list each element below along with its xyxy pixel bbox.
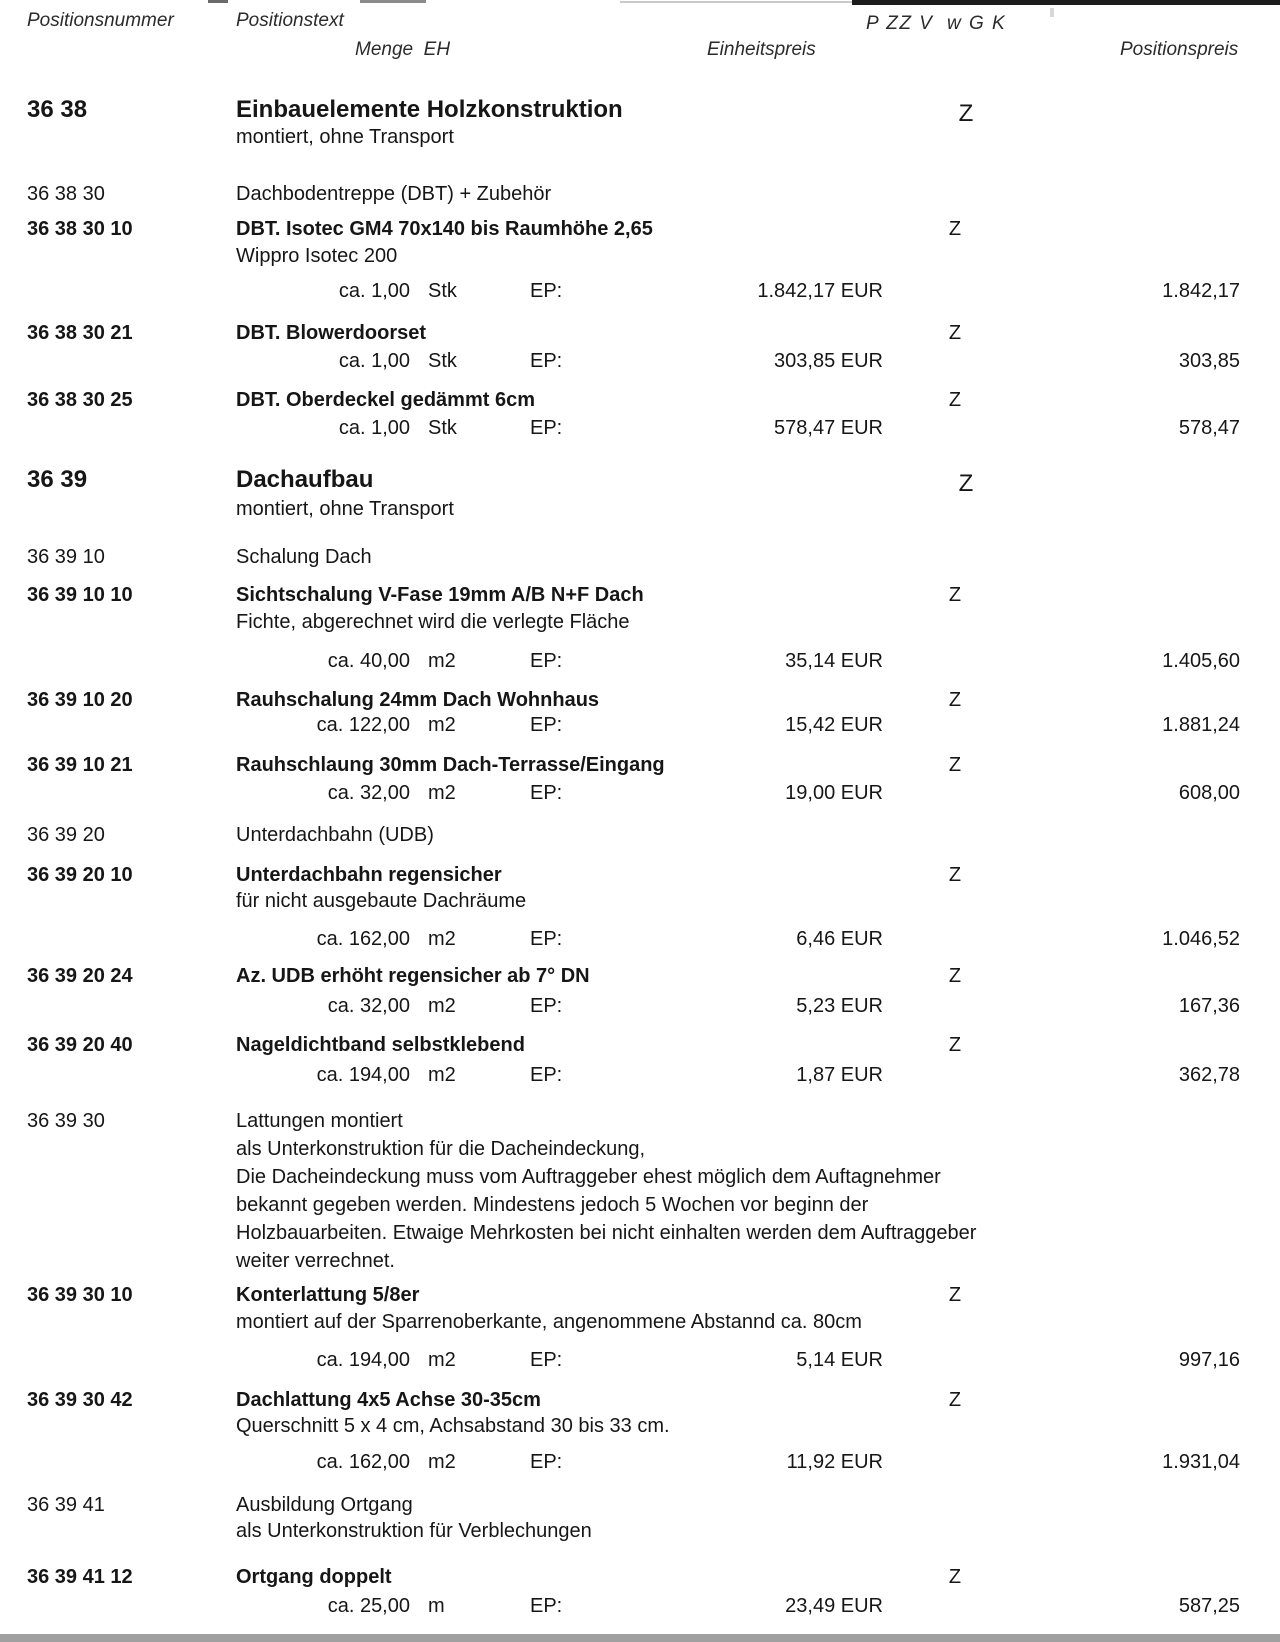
unit-price: 23,49 EUR: [785, 1595, 883, 1617]
ep-label: EP:: [530, 650, 563, 672]
unit: m2: [428, 928, 456, 950]
scan-artifact-top-bar: [852, 0, 1280, 5]
item-title: Konterlattung 5/8er: [236, 1284, 420, 1306]
flag-z: Z: [948, 689, 962, 711]
item-subtitle: Fichte, abgerechnet wird die verlegte Fläche: [236, 611, 630, 633]
section-subtitle: montiert, ohne Transport: [236, 126, 454, 148]
item-title: Sichtschalung V-Fase 19mm A/B N+F Dach: [236, 584, 644, 606]
ep-label: EP:: [530, 417, 563, 439]
position-number: 36 38: [27, 96, 88, 123]
position-price: 1.881,24: [1162, 714, 1240, 736]
position-number: 36 38 30: [27, 183, 105, 205]
position-number: 36 39 20 24: [27, 965, 133, 987]
position-number: 36 39 20 10: [27, 864, 133, 886]
quantity: ca. 1,00: [338, 417, 410, 439]
unit-price: 6,46 EUR: [796, 928, 883, 950]
scan-artifact-top-line: [620, 1, 852, 3]
group-text: Unterdachbahn (UDB): [236, 824, 434, 846]
position-price: 608,00: [1178, 782, 1240, 804]
position-price: 362,78: [1178, 1064, 1240, 1086]
position-price: 1.046,52: [1162, 928, 1240, 950]
ep-label: EP:: [530, 350, 563, 372]
group-text: weiter verrechnet.: [236, 1250, 395, 1272]
unit: m2: [428, 650, 456, 672]
position-price: 1.931,04: [1162, 1451, 1240, 1473]
quantity: ca. 32,00: [327, 782, 410, 804]
position-number: 36 39 10: [27, 546, 105, 568]
unit: m2: [428, 995, 456, 1017]
quantity: ca. 122,00: [316, 714, 410, 736]
position-number: 36 39 30 42: [27, 1389, 133, 1411]
item-title: Rauhschalung 24mm Dach Wohnhaus: [236, 689, 600, 711]
ep-label: EP:: [530, 1064, 563, 1086]
position-number: 36 39 10 21: [27, 754, 133, 776]
flag-z: Z: [948, 1034, 962, 1056]
position-number: 36 38 30 21: [27, 322, 133, 344]
quantity: ca. 40,00: [327, 650, 410, 672]
ep-label: EP:: [530, 1451, 563, 1473]
quantity: ca. 25,00: [327, 1595, 410, 1617]
position-price: 1.842,17: [1162, 280, 1240, 302]
position-price: 167,36: [1178, 995, 1240, 1017]
unit-price: 15,42 EUR: [785, 714, 883, 736]
scan-artifact-bottom-bar: [0, 1634, 1280, 1642]
quantity: ca. 1,00: [338, 350, 410, 372]
item-title: DBT. Blowerdoorset: [236, 322, 427, 344]
unit-price: 5,23 EUR: [796, 995, 883, 1017]
group-text: bekannt gegeben werden. Mindestens jedoch 5 Wochen vor beginn der: [236, 1194, 869, 1216]
scan-artifact-speck-mid: [360, 0, 426, 3]
unit-price: 303,85 EUR: [774, 350, 883, 372]
flag-z: Z: [958, 470, 974, 497]
ep-label: EP:: [530, 280, 563, 302]
position-number: 36 38 30 25: [27, 389, 133, 411]
unit: m2: [428, 1451, 456, 1473]
unit: Stk: [428, 417, 457, 439]
position-number: 36 39 41 12: [27, 1566, 133, 1588]
group-text: Schalung Dach: [236, 546, 372, 568]
item-subtitle: für nicht ausgebaute Dachräume: [236, 890, 527, 912]
ep-label: EP:: [530, 1349, 563, 1371]
unit-price: 1,87 EUR: [796, 1064, 883, 1086]
col-einheitspreis: Einheitspreis: [707, 39, 816, 60]
position-number: 36 39 30: [27, 1110, 105, 1132]
col-flags: P ZZ V w G K: [866, 13, 1007, 34]
col-positionstext: Positionstext: [236, 10, 344, 31]
quantity: ca. 162,00: [316, 928, 410, 950]
group-text: Holzbauarbeiten. Etwaige Mehrkosten bei nicht einhalten werden dem Auftraggeber: [236, 1222, 977, 1244]
col-menge-eh: Menge EH: [355, 39, 451, 60]
unit: Stk: [428, 350, 457, 372]
group-text: Dachbodentreppe (DBT) + Zubehör: [236, 183, 552, 205]
item-subtitle: Wippro Isotec 200: [236, 245, 398, 267]
quantity: ca. 32,00: [327, 995, 410, 1017]
ep-label: EP:: [530, 714, 563, 736]
position-number: 36 39 10 20: [27, 689, 133, 711]
col-positionsnummer: Positionsnummer: [27, 10, 174, 31]
position-number: 36 39 30 10: [27, 1284, 133, 1306]
position-price: 587,25: [1178, 1595, 1240, 1617]
ep-label: EP:: [530, 782, 563, 804]
position-price: 578,47: [1178, 417, 1240, 439]
ep-label: EP:: [530, 928, 563, 950]
position-price: 303,85: [1178, 350, 1240, 372]
unit-price: 5,14 EUR: [796, 1349, 883, 1371]
unit-price: 578,47 EUR: [774, 417, 883, 439]
flag-z: Z: [948, 864, 962, 886]
unit: m2: [428, 782, 456, 804]
item-title: Unterdachbahn regensicher: [236, 864, 502, 886]
flag-z: Z: [948, 965, 962, 987]
group-text: Die Dacheindeckung muss vom Auftraggeber ehest möglich dem Auftagnehmer: [236, 1166, 941, 1188]
item-title: Az. UDB erhöht regensicher ab 7° DN: [236, 965, 590, 987]
flag-z: Z: [948, 1566, 962, 1588]
position-number: 36 39 41: [27, 1494, 105, 1516]
flag-z: Z: [948, 322, 962, 344]
unit: m2: [428, 714, 456, 736]
section-title: Dachaufbau: [236, 466, 374, 493]
position-number: 36 38 30 10: [27, 218, 133, 240]
ep-label: EP:: [530, 995, 563, 1017]
section-subtitle: montiert, ohne Transport: [236, 498, 454, 520]
item-title: Ortgang doppelt: [236, 1566, 392, 1588]
unit-price: 1.842,17 EUR: [757, 280, 883, 302]
item-subtitle: montiert auf der Sparrenoberkante, angenommene Abstannd ca. 80cm: [236, 1311, 862, 1333]
group-text: als Unterkonstruktion für die Dacheindeckung,: [236, 1138, 646, 1160]
flag-z: Z: [948, 754, 962, 776]
group-text: als Unterkonstruktion für Verblechungen: [236, 1520, 592, 1542]
group-text: Ausbildung Ortgang: [236, 1494, 413, 1516]
scan-artifact-speck-left: [208, 0, 228, 3]
item-title: DBT. Oberdeckel gedämmt 6cm: [236, 389, 535, 411]
unit: m: [428, 1595, 445, 1617]
flag-z: Z: [948, 1284, 962, 1306]
flag-z: Z: [948, 218, 962, 240]
flag-z: Z: [948, 389, 962, 411]
position-number: 36 39 20: [27, 824, 105, 846]
item-title: Rauhschlaung 30mm Dach-Terrasse/Eingang: [236, 754, 665, 776]
unit: Stk: [428, 280, 457, 302]
ep-label: EP:: [530, 1595, 563, 1617]
item-title: DBT. Isotec GM4 70x140 bis Raumhöhe 2,65: [236, 218, 653, 240]
quantity: ca. 1,00: [338, 280, 410, 302]
unit: m2: [428, 1064, 456, 1086]
position-price: 997,16: [1178, 1349, 1240, 1371]
col-positionspreis: Positionspreis: [1120, 39, 1239, 60]
flag-z: Z: [948, 1389, 962, 1411]
unit-price: 19,00 EUR: [785, 782, 883, 804]
position-price: 1.405,60: [1162, 650, 1240, 672]
unit-price: 11,92 EUR: [786, 1451, 883, 1473]
flag-z: Z: [948, 584, 962, 606]
item-subtitle: Querschnitt 5 x 4 cm, Achsabstand 30 bis 33 cm.: [236, 1415, 670, 1437]
quantity: ca. 194,00: [316, 1349, 410, 1371]
unit: m2: [428, 1349, 456, 1371]
quantity: ca. 162,00: [316, 1451, 410, 1473]
item-title: Nageldichtband selbstklebend: [236, 1034, 525, 1056]
quantity: ca. 194,00: [316, 1064, 410, 1086]
flag-z: Z: [958, 100, 974, 127]
unit-price: 35,14 EUR: [785, 650, 883, 672]
position-number: 36 39: [27, 466, 88, 493]
item-title: Dachlattung 4x5 Achse 30-35cm: [236, 1389, 541, 1411]
position-number: 36 39 10 10: [27, 584, 133, 606]
position-number: 36 39 20 40: [27, 1034, 133, 1056]
group-text: Lattungen montiert: [236, 1110, 403, 1132]
section-title: Einbauelemente Holzkonstruktion: [236, 96, 623, 123]
scan-artifact-smudge: [1050, 8, 1054, 17]
